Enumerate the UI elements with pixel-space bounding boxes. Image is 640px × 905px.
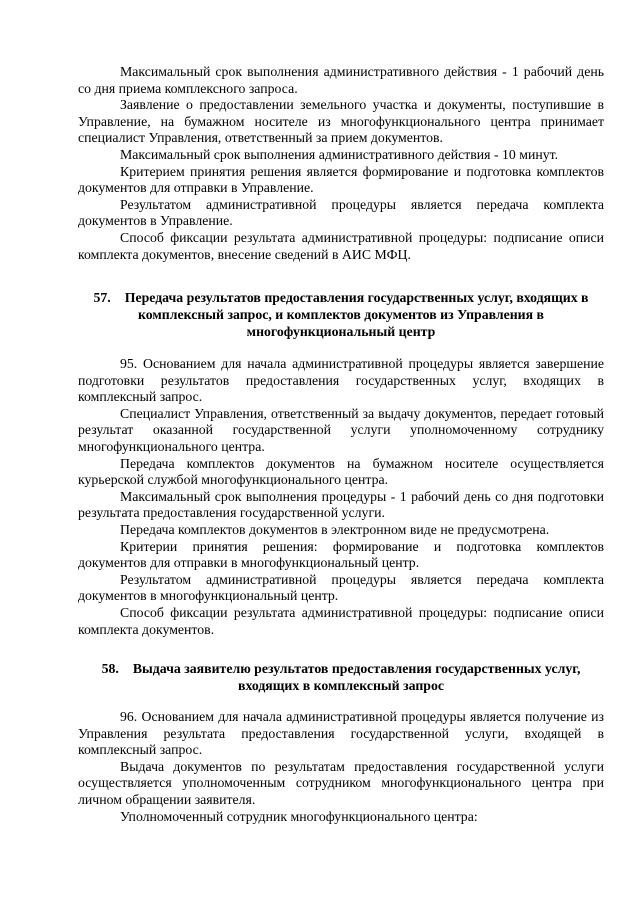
paragraph: Результатом административной процедуры является передача комплекта документов в многофункциональный центр. bbox=[78, 571, 604, 604]
paragraph: Передача комплектов документов в электронном виде не предусмотрена. bbox=[120, 521, 550, 537]
section-title: Выдача заявителю результатов предоставления государственных услуг, входящих в комплексный запрос bbox=[132, 661, 581, 693]
paragraph: 95. Основанием для начала административной процедуры является завершение подготовки результатов предоставления государственных услуг, входящих в комплексный запрос. bbox=[78, 356, 604, 405]
paragraph: Заявление о предоставлении земельного участка и документы, поступившие в Управление, на бумажном носителе из многофункционального центра принимает специалист Управления, ответственный за прием документов. bbox=[78, 97, 604, 146]
section-57-heading bbox=[78, 289, 604, 340]
paragraph: Критерии принятия решения: формирование и подготовка комплектов документов для отправки в многофункциональный центр. bbox=[78, 538, 604, 571]
paragraph: Передача комплектов документов на бумажном носителе осуществляется курьерской службой многофункционального центра. bbox=[78, 455, 604, 488]
paragraph: Максимальный срок выполнения процедуры - 1 рабочий день со дня подготовки результата предоставления государственной услуги. bbox=[78, 488, 604, 521]
section-58-heading bbox=[78, 660, 604, 694]
paragraph: Специалист Управления, ответственный за выдачу документов, передает готовый результат оказанной государственной услуги уполномоченному сотруднику многофункционального центра. bbox=[78, 405, 604, 454]
paragraph: Выдача документов по результатам предоставления государственной услуги осуществляется уполномоченным сотрудником многофункционального центра при личном обращении заявителя. bbox=[78, 758, 604, 807]
section-number: 58. bbox=[101, 661, 119, 676]
intro-text bbox=[78, 64, 604, 263]
section-58-text bbox=[78, 709, 604, 825]
paragraph: 96. Основанием для начала административной процедуры является получение из Управления результата предоставления государственной услуги, входящей в комплексный запрос. bbox=[78, 709, 604, 758]
paragraph: Результатом административной процедуры является передача комплекта документов в Управление. bbox=[78, 196, 604, 229]
paragraph: Способ фиксации результата административной процедуры: подписание описи комплекта документов, внесение сведений в АИС МФЦ. bbox=[78, 229, 604, 262]
paragraph: Максимальный срок выполнения административного действия - 10 минут. bbox=[120, 146, 559, 162]
paragraph: Способ фиксации результата административной процедуры: подписание описи комплекта документов. bbox=[78, 604, 604, 637]
paragraph: Максимальный срок выполнения административного действия - 1 рабочий день со дня приема комплексного запроса. bbox=[78, 64, 604, 96]
section-number: 57. bbox=[93, 290, 111, 305]
paragraph: Критерием принятия решения является формирование и подготовка комплектов документов для отправки в Управление. bbox=[78, 163, 604, 196]
section-57-text bbox=[78, 356, 604, 638]
section-title: Передача результатов предоставления государственных услуг, входящих в комплексный запрос, и комплектов документов из Управления в многофункциональный центр bbox=[124, 290, 589, 339]
paragraph: Уполномоченный сотрудник многофункционального центра: bbox=[120, 808, 478, 824]
